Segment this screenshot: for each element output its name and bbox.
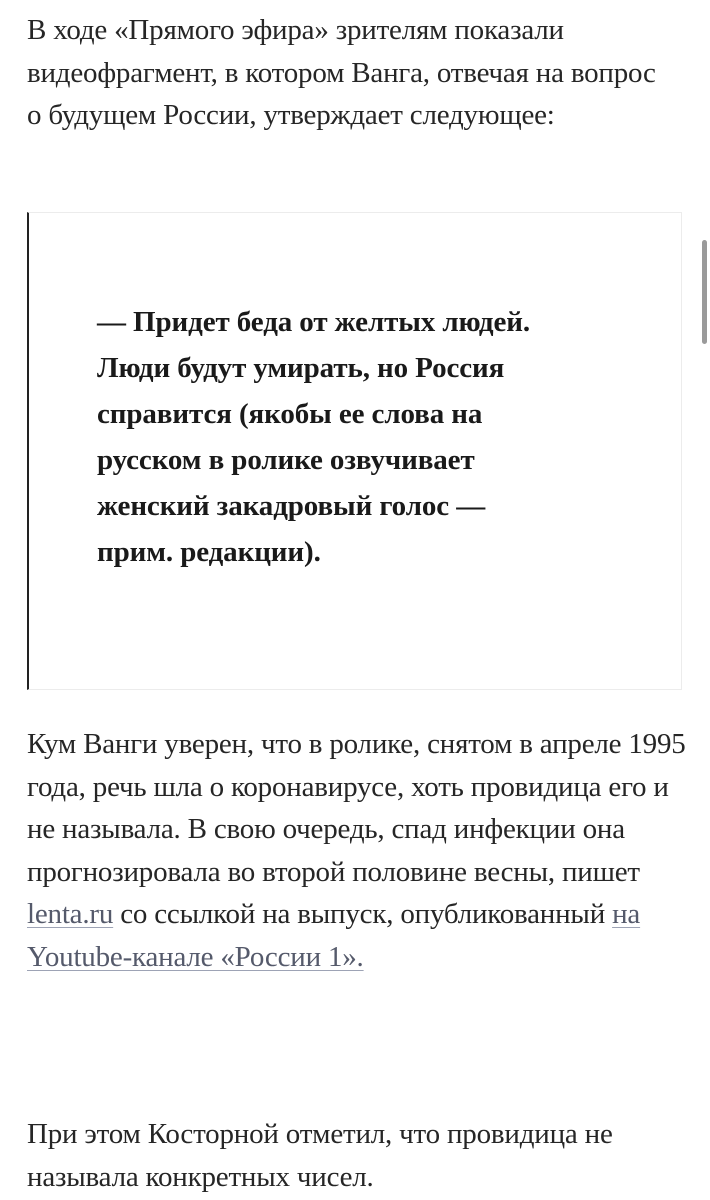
lenta-ru-link[interactable]: lenta.ru (27, 898, 114, 930)
paragraph-2-text-part1: Кум Ванги уверен, что в ролике, снятом в апреле 1995 года, речь шла о коронавирусе, хоть провидица его и не называла. В свою очередь, спад инфекции она прогнозировала во второй половине весны, пишет (27, 728, 686, 888)
article-paragraph-intro: В ходе «Прямого эфира» зрителям показали видеофрагмент, в котором Ванга, отвечая на вопрос о будущем России, утверждает следующее: (27, 14, 656, 131)
paragraph-2-text-part2: со ссылкой на выпуск, опубликованный (113, 898, 613, 930)
blockquote (27, 212, 682, 690)
article-paragraph-3: При этом Косторной отметил, что провидица не называла конкретных чисел. (27, 1118, 613, 1193)
article-paragraph-2 (27, 723, 687, 978)
blockquote-text: — Придет беда от желтых людей. Люди будут умирать, но Россия справится (якобы ее слова на русском в ролике озвучивает женский закадровый голос — прим. редакции). (97, 306, 531, 568)
scrollbar-thumb[interactable] (702, 240, 707, 344)
youtube-channel-link[interactable]: на Youtube-канале «России 1». (27, 898, 641, 973)
